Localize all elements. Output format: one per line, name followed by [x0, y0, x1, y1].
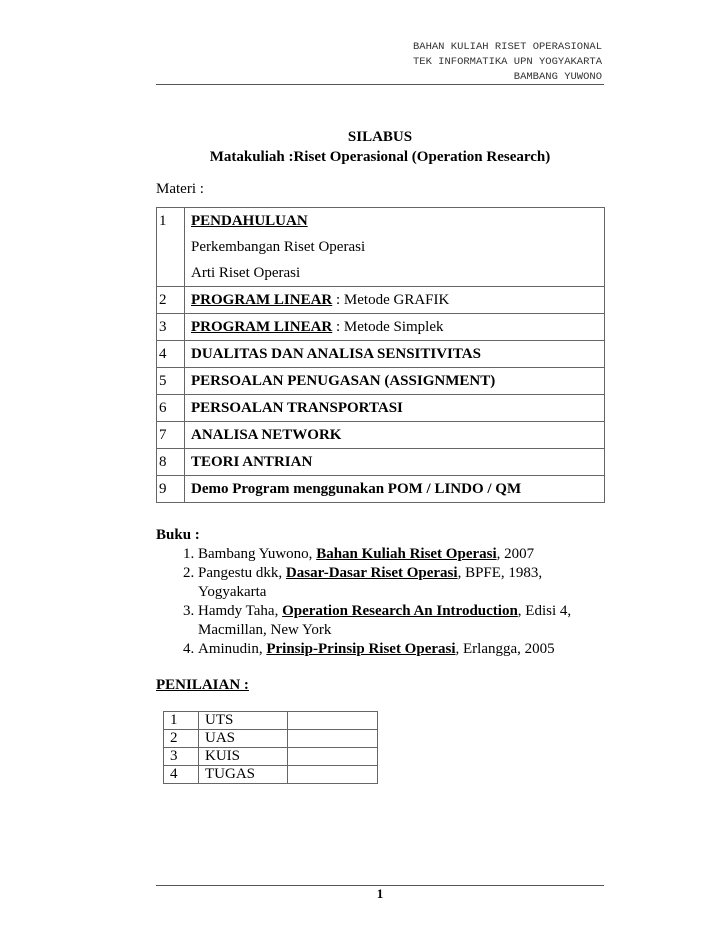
table-row: [157, 395, 605, 422]
table-row: [157, 208, 605, 287]
table-row: [157, 287, 605, 314]
book-title: Prinsip-Prinsip Riset Operasi: [266, 641, 456, 657]
table-row: [157, 422, 605, 449]
row-content: PERSOALAN PENUGASAN (ASSIGNMENT): [185, 368, 605, 395]
row-number: 2: [157, 287, 185, 314]
table-row: [157, 314, 605, 341]
row-number: 3: [164, 748, 199, 766]
table-row: [164, 748, 378, 766]
table-row: [157, 476, 605, 503]
row-content: [185, 208, 605, 287]
assessment-item: UAS: [199, 730, 288, 748]
table-row: [164, 730, 378, 748]
header-line-2: TEK INFORMATIKA UPN YOGYAKARTA: [412, 56, 602, 68]
empty-cell: [288, 712, 378, 730]
table-row: [157, 449, 605, 476]
row-number: 2: [164, 730, 199, 748]
row-number: 4: [157, 341, 185, 368]
empty-cell: [288, 748, 378, 766]
book-title: Bahan Kuliah Riset Operasi: [316, 546, 497, 562]
table-row: [164, 766, 378, 784]
list-item: 2. Pangestu dkk, Dasar-Dasar Riset Operasi, BPFE, 1983, Yogyakarta: [198, 564, 596, 602]
assessment-item: KUIS: [199, 748, 288, 766]
materi-table: [156, 207, 605, 503]
row-number: 1: [164, 712, 199, 730]
row-number: 1: [157, 208, 185, 287]
empty-cell: [288, 730, 378, 748]
row-number: 9: [157, 476, 185, 503]
topic-detail: : Metode GRAFIK: [332, 292, 450, 308]
row-number: 5: [157, 368, 185, 395]
row-content: ANALISA NETWORK: [185, 422, 605, 449]
book-title: Operation Research An Introduction: [282, 603, 518, 619]
list-item: 4. Aminudin, Prinsip-Prinsip Riset Operasi, Erlangga, 2005: [198, 640, 596, 659]
book-list: [156, 545, 596, 659]
document-header: [413, 40, 602, 85]
header-line-3: BAMBANG YUWONO: [513, 71, 602, 83]
empty-cell: [288, 766, 378, 784]
book-title: Dasar-Dasar Riset Operasi: [285, 565, 458, 581]
row-content: [185, 287, 605, 314]
topic-heading: PROGRAM LINEAR: [191, 319, 333, 335]
materi-label: Materi :: [156, 181, 204, 197]
row-content: TEORI ANTRIAN: [185, 449, 605, 476]
row-number: 7: [157, 422, 185, 449]
header-line-1: BAHAN KULIAH RISET OPERASIONAL: [412, 41, 602, 53]
page-number: 1: [376, 886, 384, 901]
row-content: DUALITAS DAN ANALISA SENSITIVITAS: [185, 341, 605, 368]
row-number: 8: [157, 449, 185, 476]
subtopic: Perkembangan Riset Operasi: [191, 239, 366, 255]
row-content: [185, 314, 605, 341]
penilaian-table: [163, 711, 378, 784]
row-number: 4: [164, 766, 199, 784]
topic-detail: : Metode Simplek: [332, 319, 444, 335]
table-row: [157, 341, 605, 368]
list-item: 3. Hamdy Taha, Operation Research An Introduction, Edisi 4, Macmillan, New York: [198, 602, 596, 640]
row-number: 3: [157, 314, 185, 341]
assessment-item: TUGAS: [199, 766, 288, 784]
row-content: Demo Program menggunakan POM / LINDO / QM: [185, 476, 605, 503]
header-rule: [156, 84, 604, 85]
topic-heading: PROGRAM LINEAR: [191, 292, 333, 308]
subtopic: Arti Riset Operasi: [191, 265, 301, 281]
page-title: SILABUS: [347, 129, 413, 145]
row-content: PERSOALAN TRANSPORTASI: [185, 395, 605, 422]
table-row: [157, 368, 605, 395]
topic-heading: PENDAHULUAN: [191, 213, 308, 229]
list-item: 1. Bambang Yuwono, Bahan Kuliah Riset Operasi, 2007: [198, 545, 596, 564]
assessment-item: UTS: [199, 712, 288, 730]
course-subtitle: Matakuliah :Riset Operasional (Operation Research): [209, 149, 551, 165]
buku-label: Buku :: [156, 527, 200, 543]
penilaian-label: PENILAIAN :: [156, 677, 249, 693]
row-number: 6: [157, 395, 185, 422]
table-row: [164, 712, 378, 730]
